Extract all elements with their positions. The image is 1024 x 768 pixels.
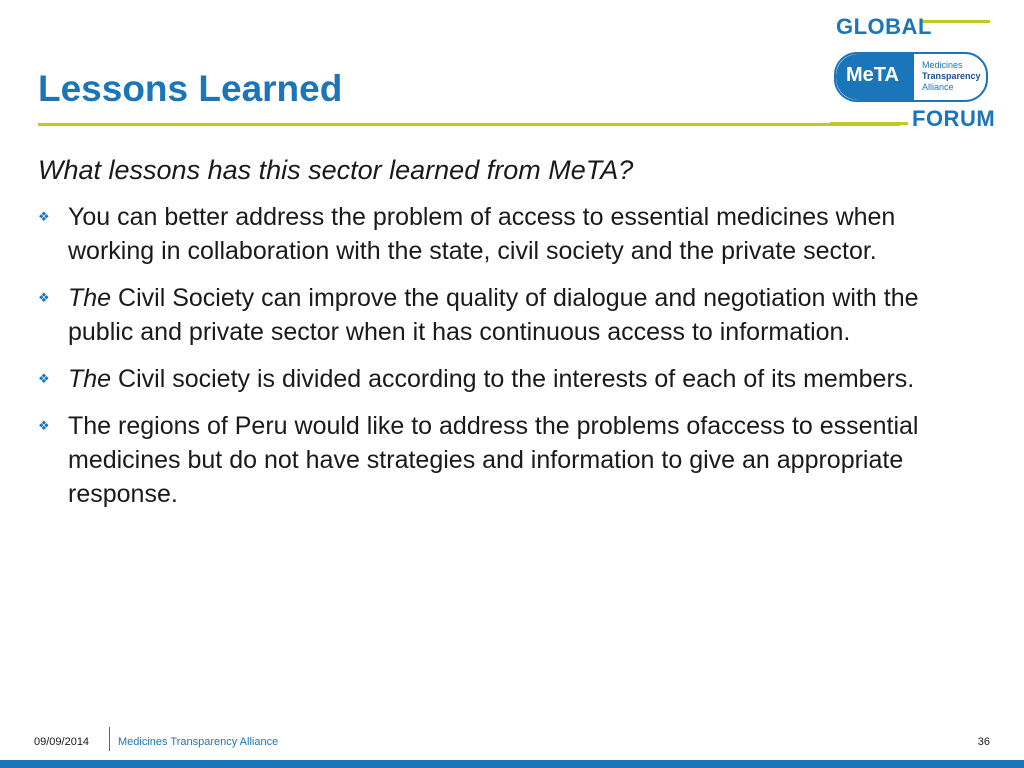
bottom-brand-bar xyxy=(0,760,1024,768)
bullet-body: You can better address the problem of access to essential medicines when working in collaboration with the state, civil society and the private sector. xyxy=(68,203,896,265)
meta-line-3: Alliance xyxy=(922,82,954,92)
page-number: 36 xyxy=(977,736,990,748)
logo-rule-top xyxy=(922,20,990,23)
bullet-lead: The xyxy=(68,365,112,393)
footer-separator xyxy=(109,727,110,751)
footer-date: 09/09/2014 xyxy=(34,736,90,748)
slide-subtitle: What lessons has this sector learned from MeTA? xyxy=(38,155,634,185)
bullet-lead: The xyxy=(68,284,112,312)
title-divider xyxy=(38,123,900,126)
slide-content xyxy=(38,155,978,524)
bullet-body: The regions of Peru would like to address the problems ofaccess to essential medicines but do not have strategies and information to give an appropriate response. xyxy=(68,412,919,508)
logo-rule-bottom xyxy=(830,122,908,125)
meta-badge-word: MeTA xyxy=(846,64,899,86)
diamond-bullet-icon: ❖ xyxy=(38,290,50,305)
bullet-body: Civil society is divided according to the interests of each of its members. xyxy=(111,365,915,393)
diamond-bullet-icon: ❖ xyxy=(38,209,50,224)
slide-title: Lessons Learned xyxy=(38,68,343,109)
bullet-item xyxy=(38,362,978,396)
logo-global-text: GLOBAL xyxy=(836,14,932,39)
diamond-bullet-icon: ❖ xyxy=(38,418,50,433)
diamond-bullet-icon: ❖ xyxy=(38,371,50,386)
global-forum-logo xyxy=(830,12,995,132)
meta-line-1: Medicines xyxy=(922,60,963,70)
bullet-item xyxy=(38,409,978,511)
bullet-text xyxy=(68,362,978,396)
bullet-body: Civil Society can improve the quality of dialogue and negotiation with the public and private sector when it has continuous access to information. xyxy=(68,284,919,346)
slide-footer xyxy=(34,733,994,753)
meta-badge xyxy=(834,52,988,102)
bullet-text xyxy=(68,200,978,268)
footer-organization: Medicines Transparency Alliance xyxy=(118,736,279,748)
logo-forum-text: FORUM xyxy=(912,106,996,131)
bullet-item xyxy=(38,200,978,268)
meta-line-2: Transparency xyxy=(922,71,981,81)
bullet-text xyxy=(68,281,978,349)
bullet-item xyxy=(38,281,978,349)
bullet-text xyxy=(68,409,978,511)
meta-badge-subtitle xyxy=(922,60,981,93)
